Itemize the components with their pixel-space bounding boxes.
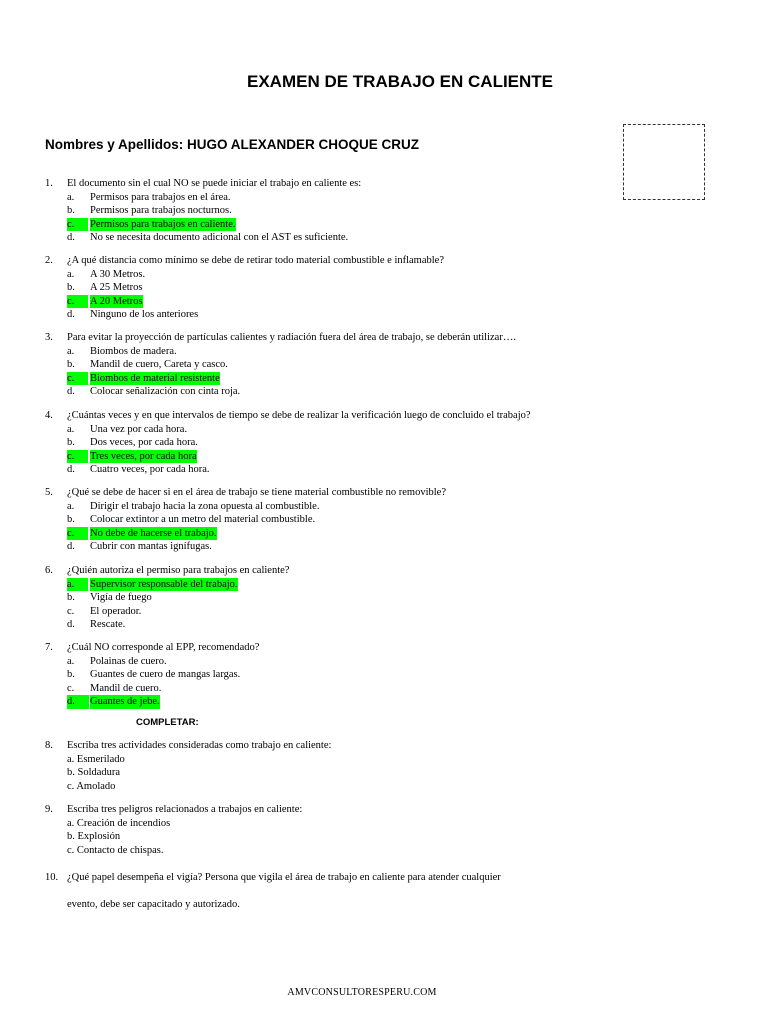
option-text: Colocar señalización con cinta roja. <box>90 386 241 398</box>
option-letter: b. <box>67 205 75 217</box>
option-text-highlighted: Guantes de jebe. <box>90 696 160 708</box>
option-text-highlighted: Supervisor responsable del trabajo. <box>90 578 238 590</box>
option-letter: c. <box>67 372 88 386</box>
option-letter: a. <box>67 578 88 592</box>
footer-website: AMVCONSULTORESPERU.COM <box>287 987 437 998</box>
question-text: Para evitar la proyección de partículas calientes y radiación fuera del área de trabajo, se deberán utilizar…. <box>67 332 516 343</box>
option-letter: d. <box>67 619 75 631</box>
question-number: 4. <box>45 410 53 421</box>
option-letter: c. <box>67 295 88 309</box>
option-text: Mandil de cuero. <box>90 682 162 694</box>
photo-placeholder-box <box>623 124 705 200</box>
exam-title: EXAMEN DE TRABAJO EN CALIENTE <box>246 72 554 91</box>
question-text: ¿Qué papel desempeña el vigía? Persona que vigila el área de trabajo en caliente para atender cualquier <box>67 872 501 883</box>
answer-text: c. Amolado <box>67 780 116 792</box>
student-name: Nombres y Apellidos: HUGO ALEXANDER CHOQUE CRUZ <box>45 137 420 152</box>
option-text: A 25 Metros <box>90 282 143 294</box>
option-text: Cubrir con mantas ignífugas. <box>90 541 212 553</box>
question-text: ¿Quién autoriza el permiso para trabajos en caliente? <box>67 565 290 576</box>
option-text-highlighted: Tres veces, por cada hora <box>90 450 197 462</box>
option-text-highlighted: No debe de hacerse el trabajo. <box>90 527 217 539</box>
option-text-highlighted: Biombos de material resistente <box>90 372 220 384</box>
question-number: 3. <box>45 332 53 343</box>
option-letter: d. <box>67 232 75 244</box>
question-number: 9. <box>45 804 53 815</box>
completar-heading: COMPLETAR: <box>136 717 199 728</box>
option-text: Colocar extintor a un metro del material combustible. <box>90 514 316 526</box>
question-text: ¿Cuántas veces y en que intervalos de tiempo se debe de realizar la verificación luego de concluido el trabajo? <box>67 410 531 421</box>
option-text: Mandil de cuero, Careta y casco. <box>90 359 228 371</box>
question-number: 6. <box>45 565 53 576</box>
option-letter: c. <box>67 450 88 464</box>
option-letter: d. <box>67 541 75 553</box>
option-letter: c. <box>67 527 88 541</box>
option-letter: a. <box>67 345 75 357</box>
option-text: Una vez por cada hora. <box>90 423 188 435</box>
option-text: El operador. <box>90 605 142 617</box>
option-text: Rescate. <box>90 619 126 631</box>
question-number: 2. <box>45 255 53 266</box>
answer-text: evento, debe ser capacitado y autorizado. <box>67 899 240 910</box>
answer-text: b. Soldadura <box>67 767 121 779</box>
question-number: 8. <box>45 740 53 751</box>
option-text: Dos veces, por cada hora. <box>90 437 198 449</box>
option-text: Polainas de cuero. <box>90 655 167 667</box>
option-text: Ninguno de los anteriores <box>90 309 199 321</box>
option-text: Vigía de fuego <box>90 592 152 604</box>
question-text: Escriba tres actividades consideradas como trabajo en caliente: <box>67 740 332 751</box>
option-letter: b. <box>67 282 75 294</box>
question-number: 7. <box>45 642 53 653</box>
option-letter: c. <box>67 682 75 694</box>
question-number: 1. <box>45 178 53 189</box>
option-letter: b. <box>67 592 75 604</box>
option-text: Biombos de madera. <box>90 345 177 357</box>
question-text: ¿A qué distancia como mínimo se debe de retirar todo material combustible e inflamable? <box>67 255 444 266</box>
option-letter: c. <box>67 605 75 617</box>
question-number: 5. <box>45 487 53 498</box>
option-letter: d. <box>67 386 75 398</box>
question-text: Escriba tres peligros relacionados a trabajos en caliente: <box>67 804 303 815</box>
option-text: Guantes de cuero de mangas largas. <box>90 669 241 681</box>
option-letter: d. <box>67 309 75 321</box>
option-letter: a. <box>67 500 75 512</box>
question-text: El documento sin el cual NO se puede iniciar el trabajo en caliente es: <box>67 178 362 189</box>
option-text-highlighted: Permisos para trabajos en caliente. <box>90 218 236 230</box>
answer-text: a. Creación de incendios <box>67 817 171 829</box>
option-text: No se necesita documento adicional con el AST es suficiente. <box>90 232 349 244</box>
option-letter: a. <box>67 423 75 435</box>
option-letter: b. <box>67 359 75 371</box>
question-text: ¿Cuál NO corresponde al EPP, recomendado? <box>67 642 260 653</box>
option-text-highlighted: A 20 Metros <box>90 295 143 307</box>
question-number: 10. <box>45 872 59 883</box>
option-text: A 30 Metros. <box>90 268 146 280</box>
option-text: Permisos para trabajos nocturnos. <box>90 205 232 217</box>
option-letter: b. <box>67 437 75 449</box>
answer-text: b. Explosión <box>67 831 121 843</box>
option-letter: d. <box>67 464 75 476</box>
answer-text: a. Esmerilado <box>67 753 125 765</box>
option-text: Permisos para trabajos en el área. <box>90 191 231 203</box>
option-letter: c. <box>67 218 88 232</box>
option-letter: d. <box>67 695 89 709</box>
option-letter: a. <box>67 191 75 203</box>
option-text: Cuatro veces, por cada hora. <box>90 464 210 476</box>
answer-text: c. Contacto de chispas. <box>67 844 164 856</box>
question-text: ¿Qué se debe de hacer si en el área de trabajo se tiene material combustible no removible? <box>67 487 446 498</box>
option-letter: b. <box>67 669 75 681</box>
option-letter: a. <box>67 655 75 667</box>
option-letter: a. <box>67 268 75 280</box>
option-letter: b. <box>67 514 75 526</box>
option-text: Dirigir el trabajo hacia la zona opuesta al combustible. <box>90 500 320 512</box>
